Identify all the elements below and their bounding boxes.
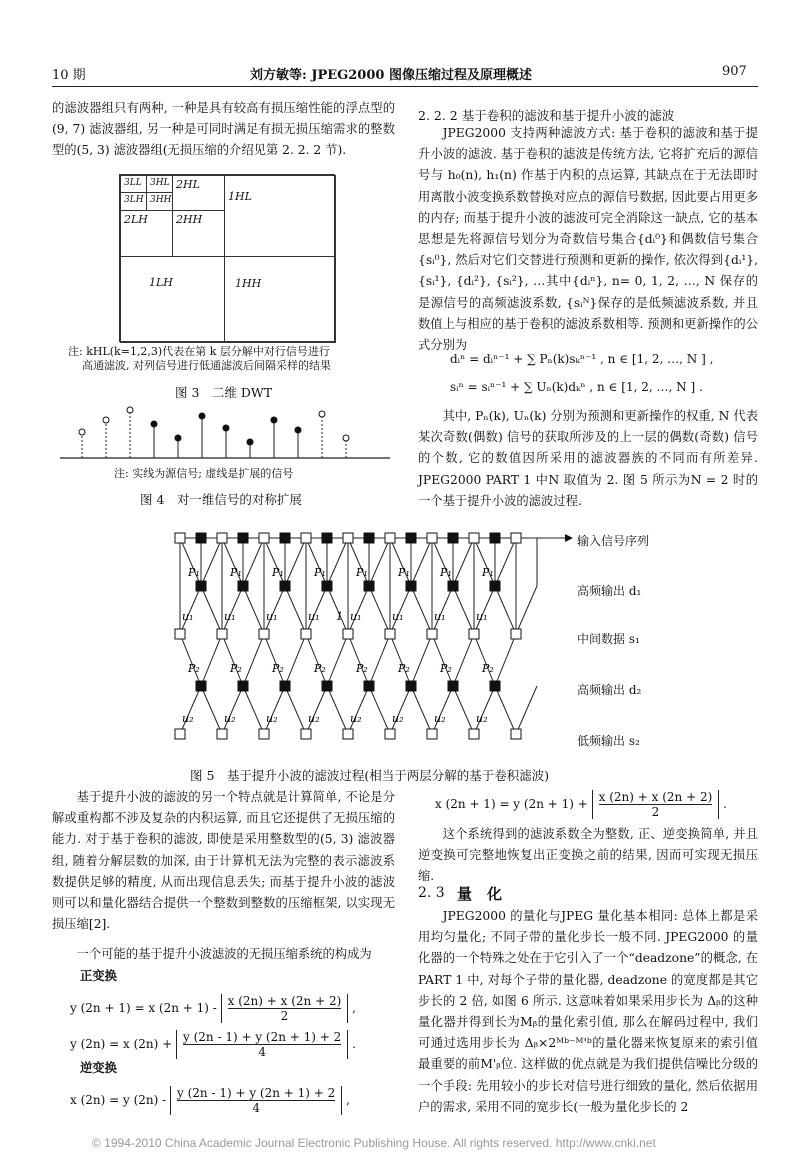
fig4-sample — [199, 413, 205, 419]
fig5-label-u2: u₂ — [476, 712, 488, 725]
fig5-label-u1: u₁ — [224, 610, 236, 623]
fig5-node-s2 — [469, 729, 479, 739]
fig5-edge — [495, 686, 516, 734]
subband-2hh: 2HH — [172, 210, 225, 257]
equation-forward-even — [70, 1030, 356, 1059]
eq-a-denominator: 2 — [280, 1009, 289, 1023]
fig5-node-input-even — [301, 533, 311, 543]
fig5-node-d1 — [406, 581, 416, 591]
fig5-node-s1 — [175, 629, 185, 639]
fig5-label-p1: P₁ — [482, 566, 494, 579]
fig5-label-u1: u₁ — [308, 610, 320, 623]
fig5-node-input-odd — [406, 533, 416, 543]
fig5-node-input-odd — [238, 533, 248, 543]
fig5-edge — [369, 686, 390, 734]
inverse-transform-label: 逆变换 — [80, 1060, 117, 1075]
eq-c-denominator: 4 — [252, 1101, 260, 1115]
equation-update: sᵢⁿ = sᵢⁿ⁻¹ + ∑ Uₙ(k)dₖⁿ , n ∈ [1, 2, …, N ] . — [450, 380, 703, 394]
eq-a-numerator: x (2n) + x (2n + 2) — [227, 994, 342, 1008]
fig5-edge — [474, 686, 495, 734]
fig5-node-input-odd — [280, 533, 290, 543]
fig5-label-p1: P₁ — [440, 566, 452, 579]
fig5-edge — [201, 634, 222, 686]
fig5-label-p2: P₂ — [272, 662, 284, 675]
fig5-edge — [327, 538, 348, 586]
fig5-node-s2 — [217, 729, 227, 739]
fig5-edge — [306, 686, 327, 734]
fig5-edge — [390, 686, 411, 734]
fig5-edge — [327, 634, 348, 686]
fig5-edge — [264, 634, 285, 686]
fig5-node-d1 — [322, 581, 332, 591]
fig5-edge — [222, 634, 243, 686]
fig5-node-input-odd — [364, 533, 374, 543]
fig5-node-s1 — [217, 629, 227, 639]
fig5-node-s1 — [385, 629, 395, 639]
eq-c-numerator: y (2n - 1) + y (2n + 1) + 2 — [177, 1086, 336, 1100]
fig5-node-input-even — [217, 533, 227, 543]
fig5-node-input-odd — [490, 533, 500, 543]
fig5-label-input: 输入信号序列 — [577, 534, 650, 548]
bottom-right-paragraph: 这个系统得到的滤波系数全为整数, 正、逆变换简单, 并且逆变换可完整地恢复出正变换之前的结果, 因而可实现无损压缩. — [418, 827, 758, 884]
subband-3lh: 3LH — [120, 192, 147, 211]
equation-inverse-odd — [435, 790, 727, 819]
fig5-node-s2 — [427, 729, 437, 739]
fig5-label-u2: u₂ — [308, 712, 320, 725]
fig5-edge — [201, 686, 222, 734]
eq-b-period: . — [352, 1037, 356, 1051]
subband-1hh: 1HH — [224, 256, 336, 343]
fig4-sample — [247, 439, 253, 445]
fig5-edge — [516, 686, 537, 734]
fig5-edge — [369, 586, 390, 634]
fig5-node-s1 — [343, 629, 353, 639]
fig5-node-s1 — [511, 629, 521, 639]
fig5-label-p2: P₂ — [230, 662, 242, 675]
eq-a-lhs: y (2n + 1) = x (2n + 1) - — [70, 1001, 217, 1015]
fig4-sample — [295, 427, 301, 433]
fig5-node-d1 — [448, 581, 458, 591]
fig5-edge — [390, 634, 411, 686]
fig4-sample — [343, 435, 349, 441]
fig5-edge — [495, 538, 516, 586]
equation-predict: dᵢⁿ = dᵢⁿ⁻¹ + ∑ Pₙ(k)sₖⁿ⁻¹ , n ∈ [1, 2, …, N ] , — [450, 352, 714, 366]
left-top-paragraph: 的滤波器组只有两种, 一种是具有较高有损压缩性能的浮点型的(9, 7) 滤波器组, 另一种是可同时满足有损无损压缩需求的整数型的(5, 3) 滤波器组(无损压缩的介绍见第 2. 2. 2 节). — [52, 101, 395, 158]
subband-1lh: 1LH — [120, 256, 225, 343]
fig5-node-input-even — [427, 533, 437, 543]
fig5-node-d1 — [280, 581, 290, 591]
fig5-edge — [306, 634, 327, 686]
fig5-label-u1: u₁ — [392, 610, 404, 623]
fig5-edge — [411, 686, 432, 734]
eq-b-lhs: y (2n) = x (2n) + — [70, 1037, 173, 1051]
fig5-node-d2 — [364, 681, 374, 691]
eq-b-denominator: 4 — [258, 1045, 266, 1059]
fig5-node-s1 — [427, 629, 437, 639]
subband-2hl: 2HL — [172, 175, 225, 211]
copyright-footer: © 1994-2010 China Academic Journal Electronic Publishing House. All rights reserved. http://www.cnki.net — [92, 1136, 656, 1150]
section-23-title: 量 化 — [457, 885, 503, 903]
fig5-edge — [264, 686, 285, 734]
fig5-node-d2 — [238, 681, 248, 691]
fig5-label-p1: P₁ — [314, 566, 326, 579]
fig5-node-d2 — [448, 681, 458, 691]
fig4-sample — [79, 429, 85, 435]
fig5-label-p2: P₂ — [314, 662, 326, 675]
fig5-edge — [222, 686, 243, 734]
fig5-edge — [495, 586, 516, 634]
fig5-label-p2: P₂ — [482, 662, 494, 675]
fig5-edge — [453, 634, 474, 686]
fig5-node-input-odd — [322, 533, 332, 543]
fig5-node-d2 — [280, 681, 290, 691]
fig5-edge — [180, 634, 201, 686]
eq-c-comma: , — [346, 1093, 350, 1107]
fig3-caption: 图 3 二维 DWT — [175, 385, 273, 400]
fig5-edge — [285, 686, 306, 734]
fig5-label-one: 1 — [336, 610, 343, 623]
fig5-node-s2 — [301, 729, 311, 739]
fig5-node-d1 — [238, 581, 248, 591]
bottom-left-paragraph2: 一个可能的基于提升小波滤波的无损压缩系统的构成为 — [76, 947, 372, 961]
fig5-node-input-even — [343, 533, 353, 543]
fig5-label-u1: u₁ — [182, 610, 194, 623]
fig5-node-d2 — [490, 681, 500, 691]
fig5-edge — [201, 586, 222, 634]
fig5-edge — [180, 686, 201, 734]
fig5-node-input-odd — [196, 533, 206, 543]
eq-a-comma: , — [352, 1001, 356, 1015]
eq-d-denominator: 2 — [651, 805, 660, 819]
fig5-node-s1 — [301, 629, 311, 639]
section-23-number: 2. 3 — [418, 885, 445, 901]
fig5-label-p1: P₁ — [398, 566, 410, 579]
fig5-node-s2 — [385, 729, 395, 739]
fig4-note: 注: 实线为源信号; 虚线是扩展的信号 — [114, 467, 294, 480]
fig5-label-p2: P₂ — [440, 662, 452, 675]
fig5-edge — [432, 686, 453, 734]
fig5-node-input-even — [259, 533, 269, 543]
fig4-sample — [319, 411, 325, 417]
fig3-note-line1: 注: kHL(k=1,2,3)代表在第 k 层分解中对行信号进行 — [68, 345, 330, 358]
forward-transform-label: 正变换 — [80, 968, 117, 983]
issue-number: 10 期 — [52, 68, 86, 83]
fig4-sample — [175, 435, 181, 441]
page-number: 907 — [722, 64, 747, 79]
subband-2lh: 2LH — [120, 210, 173, 257]
equation-forward-odd — [70, 994, 356, 1023]
fig5-edge — [243, 686, 264, 734]
fig4-caption: 图 4 对一维信号的对称扩展 — [140, 492, 302, 507]
fig5-edge — [285, 538, 306, 586]
fig5-edge — [243, 634, 264, 686]
fig5-node-input-odd — [448, 533, 458, 543]
fig5-label-p1: P₁ — [356, 566, 368, 579]
fig5-edge — [369, 634, 390, 686]
bottom-right-paragraph2: JPEG2000 的量化与JPEG 量化基本相同: 总体上都是采用均匀量化; 不同子带的量化步长一般不同. JPEG2000 的量化器的一个特殊之处在于它引入了一个“deadzone”的概念, 在PART 1 中, 对每个子带的量化器, deadzone 的宽度都是其它步长的 2 倍, 如图 6 所示. 这意味着如果采用步长为 Δᵦ的这种量化器并得到长为Mᵦ的量化索引值, 那么在解码过程中, 我们可通过选用步长为 Δᵦ×2ᴹᵇ⁻ᴹ'ᵇ的量化器来恢复原来的索引值最重要的前M'ᵦ位. 这样做的优点就是为我们提供信噪比分级的一个手段: 先用较小的步长对信号进行细致的量化, 然后依据用户的需求, 采用不同的宽步长(一般为量化步长的 2 — [418, 909, 758, 1114]
fig3-note-line2: 高通滤波, 对列信号进行低通滤波后间隔采样的结果 — [82, 359, 331, 372]
fig5-edge — [411, 538, 432, 586]
fig5-node-d2 — [322, 681, 332, 691]
fig5-label-u2: u₂ — [434, 712, 446, 725]
fig5-label-u2: u₂ — [350, 712, 362, 725]
fig5-label-p2: P₂ — [356, 662, 368, 675]
fig5-node-s2 — [175, 729, 185, 739]
fig5-caption: 图 5 基于提升小波的滤波过程(相当于两层分解的基于卷积滤波) — [190, 768, 550, 783]
fig5-edge — [243, 538, 264, 586]
fig5-label-u1: u₁ — [350, 610, 362, 623]
fig5-node-d1 — [490, 581, 500, 591]
fig4-sample — [223, 425, 229, 431]
fig5-label-u2: u₂ — [266, 712, 278, 725]
fig5-label-u2: u₂ — [392, 712, 404, 725]
eq-c-lhs: x (2n) = y (2n) - — [70, 1093, 167, 1107]
fig5-label-u2: u₂ — [182, 712, 194, 725]
fig5-label-d1: 高频输出 d₁ — [577, 584, 642, 598]
fig5-node-s2 — [343, 729, 353, 739]
subband-1hl: 1HL — [224, 175, 336, 257]
fig5-node-s2 — [511, 729, 521, 739]
fig5-edge — [474, 634, 495, 686]
fig5-edge — [348, 686, 369, 734]
fig5-label-p1: P₁ — [188, 566, 200, 579]
fig4-stem-plot — [60, 402, 390, 464]
fig5-node-s2 — [259, 729, 269, 739]
subband-3hl: 3HL — [146, 175, 173, 193]
fig5-label-u1: u₁ — [266, 610, 278, 623]
fig5-label-p2: P₂ — [188, 662, 200, 675]
fig5-edge — [432, 634, 453, 686]
fig4-sample — [271, 417, 277, 423]
eq-b-numerator: y (2n - 1) + y (2n + 1) + 2 — [183, 1030, 342, 1044]
fig5-edge — [327, 686, 348, 734]
fig5-edge — [285, 634, 306, 686]
fig5-edge — [411, 634, 432, 686]
fig5-label-p1: P₁ — [272, 566, 284, 579]
fig3-dwt-diagram — [119, 174, 335, 342]
fig5-node-s1 — [259, 629, 269, 639]
fig5-arrow — [565, 534, 573, 542]
fig5-label-u1: u₁ — [476, 610, 488, 623]
fig5-node-d2 — [196, 681, 206, 691]
fig5-label-u1: u₁ — [434, 610, 446, 623]
fig5-edge — [348, 634, 369, 686]
fig5-edge — [243, 586, 264, 634]
fig5-edge — [495, 634, 516, 686]
section-222-paragraph: JPEG2000 支持两种滤波方式: 基于卷积的滤波和基于提升小波的滤波. 基于卷积的滤波是传统方法, 它将扩充后的源信号与 h₀(n), h₁(n) 作基于内积的点运算, 其缺点在于无法即时用离散小波变换系数替换对应点的源信号数据, 因此要占用更多的内存; 而基于提升小波的滤波可完全消除这一缺点, 它的基本思想是先将源信号划分为奇数信号集合{dᵢ⁰}和偶数信号集合{sᵢ⁰}, 然后对它们交替进行预测和更新的操作, 依次得到{dᵢ¹}, {sᵢ¹}, {dᵢ²}, {sᵢ²}, …其中{dᵢⁿ}, n= 0, 1, 2, …, N 保存的是源信号的高频滤波系数, {sᵢᴺ}保存的是低频滤波系数, 并且数值上与相应的基于卷积的滤波系数相等. 预测和更新操作的公式分别为 — [418, 126, 758, 353]
section-222-heading: 2. 2. 2 基于卷积的滤波和基于提升小波的滤波 — [418, 108, 675, 123]
fig5-node-s1 — [469, 629, 479, 639]
fig5-label-p1: P₁ — [230, 566, 242, 579]
fig5-node-d2 — [406, 681, 416, 691]
section-222-paragraph2: 其中, Pₙ(k), Uₙ(k) 分别为预测和更新操作的权重, N 代表某次奇数(偶数) 信号的获取所涉及的上一层的偶数(奇数) 信号的个数, 它的数值因所采用的滤波器族的不同而有所差异. JPEG2000 PART 1 中N 取值为 2. 图 5 所示为N = 2 时的一个基于提升小波的滤波过程. — [418, 409, 758, 508]
fig5-node-d1 — [364, 581, 374, 591]
running-title: 刘方敏等: JPEG2000 图像压缩过程及原理概述 — [250, 68, 532, 83]
fig5-edge — [201, 538, 222, 586]
header-rule — [52, 86, 758, 87]
fig5-edge — [285, 586, 306, 634]
fig5-node-input-even — [511, 533, 521, 543]
fig5-label-s1: 中间数据 s₁ — [577, 632, 640, 646]
fig5-node-input-even — [469, 533, 479, 543]
subband-3ll: 3LL — [120, 175, 147, 193]
fig5-label-u2: u₂ — [224, 712, 236, 725]
fig5-edge — [516, 586, 537, 634]
fig5-node-input-even — [385, 533, 395, 543]
fig5-edge — [411, 586, 432, 634]
fig5-label-d2: 高频输出 d₂ — [577, 683, 642, 697]
fig5-edge — [453, 686, 474, 734]
equation-inverse-even — [70, 1086, 350, 1115]
subband-3hh: 3HH — [146, 192, 173, 211]
fig4-sample — [103, 417, 109, 423]
fig5-edge — [453, 538, 474, 586]
fig5-label-p2: P₂ — [398, 662, 410, 675]
eq-d-numerator: x (2n) + x (2n + 2) — [598, 790, 713, 804]
eq-d-period: . — [723, 797, 727, 811]
fig5-label-s2: 低频输出 s₂ — [577, 734, 640, 748]
fig4-sample — [151, 421, 157, 427]
fig5-edge — [369, 538, 390, 586]
fig5-node-input-even — [175, 533, 185, 543]
eq-d-lhs: x (2n + 1) = y (2n + 1) + — [435, 797, 588, 811]
fig5-node-d1 — [196, 581, 206, 591]
fig5-edge — [453, 586, 474, 634]
bottom-left-paragraph: 基于提升小波的滤波的另一个特点就是计算简单, 不论是分解或重构都不涉及复杂的内积运算, 而且它还提供了无损压缩的能力. 对于基于卷积的滤波, 即使是采用整数型的(5, 3) 滤波器组, 随着分解层数的加深, 由于计算机无法为完整的表示滤波系数提供足够的精度, 从而出现信息丢失; 而基于提升小波的滤波则可以和量化器结合提供一个整数到整数的压缩框架, 以实现无损压缩[2]. — [52, 790, 395, 932]
fig4-sample — [127, 407, 133, 413]
